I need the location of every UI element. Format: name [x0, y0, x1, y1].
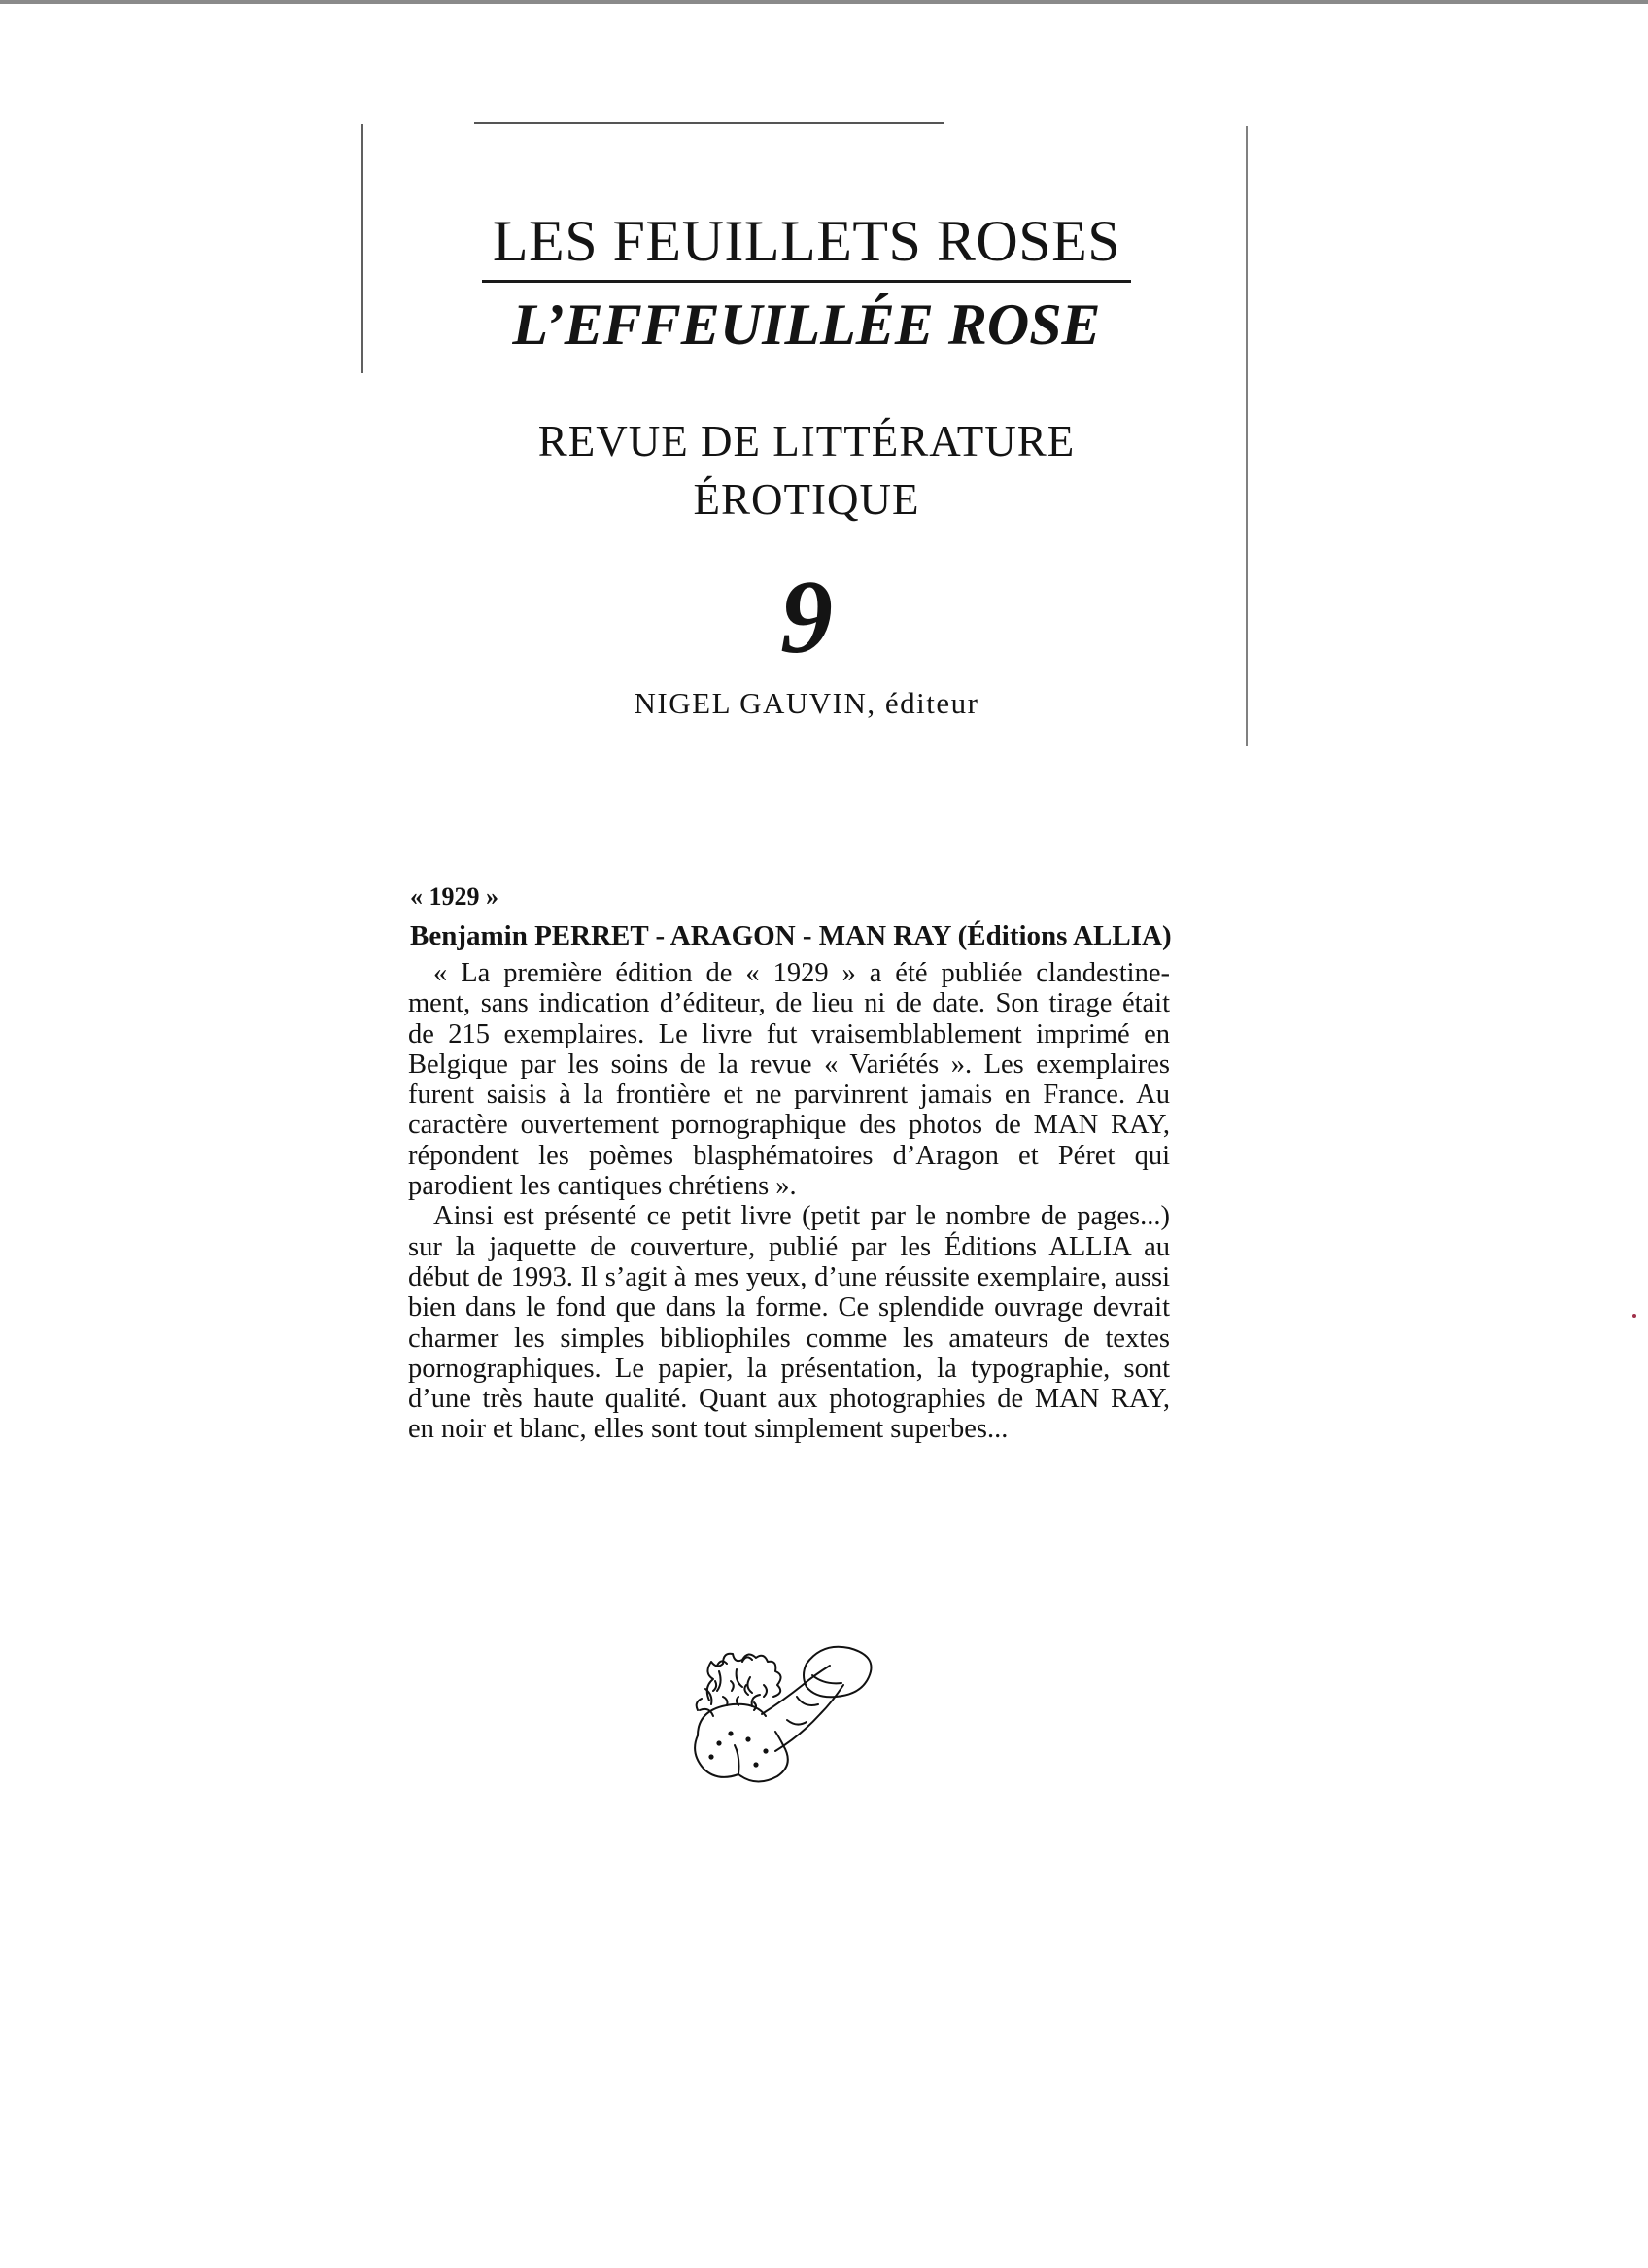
frame-left-rule [361, 124, 363, 373]
body-line: ment, sans indication d’éditeur, de lieu ni de date. Son tirage était [408, 988, 1170, 1019]
body-line: d’une très haute qualité. Quant aux photographies de MAN RAY, [408, 1384, 1170, 1415]
frame-top-rule [474, 122, 944, 124]
ink-sketch-icon [641, 1642, 894, 1856]
scan-edge [0, 0, 1648, 4]
issue-number: 9 [780, 560, 833, 675]
body-line: « La première édition de « 1929 » a été publiée clandestine- [433, 958, 1170, 988]
magazine-title: LES FEUILLETS ROSES [492, 209, 1121, 273]
body-line: bien dans le fond que dans la forme. Ce splendide ouvrage devrait [408, 1292, 1170, 1323]
publisher-line: NIGEL GAUVIN, éditeur [634, 686, 979, 720]
scan-speck [1632, 1314, 1636, 1318]
body-line: pornographiques. Le papier, la présentation, la typographie, sont [408, 1353, 1170, 1384]
body-line: début de 1993. Il s’agit à mes yeux, d’une réussite exemplaire, aussi [408, 1261, 1170, 1292]
article-body [408, 958, 1170, 1445]
body-line: de 215 exemplaires. Le livre fut vraisemblablement imprimé en [408, 1018, 1170, 1049]
article-byline: Benjamin PERRET - ARAGON - MAN RAY (Éditions ALLIA) [410, 920, 1172, 951]
body-line: Belgique par les soins de la revue « Variétés ». Les exemplaires [408, 1048, 1170, 1080]
body-line: parodient les cantiques chrétiens ». [408, 1171, 797, 1202]
revue-line-1: REVUE DE LITTÉRATURE [537, 417, 1076, 465]
revue-line-2: ÉROTIQUE [693, 475, 920, 524]
frame-right-rule [1246, 126, 1248, 746]
body-line: Ainsi est présenté ce petit livre (petit par le nombre de pages...) [433, 1201, 1170, 1232]
magazine-subtitle: L’EFFEUILLÉE ROSE [512, 292, 1101, 357]
body-line: répondent les poèmes blasphématoires d’Aragon et Péret qui [408, 1140, 1170, 1171]
body-line: charmer les simples bibliophiles comme les amateurs de textes [408, 1323, 1170, 1354]
title-divider [482, 280, 1131, 283]
body-line: caractère ouvertement pornographique des photos de MAN RAY, [408, 1110, 1170, 1141]
article-kicker: « 1929 » [410, 882, 498, 911]
body-line: furent saisis à la frontière et ne parvinrent jamais en France. Au [408, 1080, 1170, 1111]
body-line: sur la jaquette de couverture, publié par les Éditions ALLIA au [408, 1231, 1170, 1262]
body-line: en noir et blanc, elles sont tout simplement superbes... [408, 1414, 1009, 1445]
